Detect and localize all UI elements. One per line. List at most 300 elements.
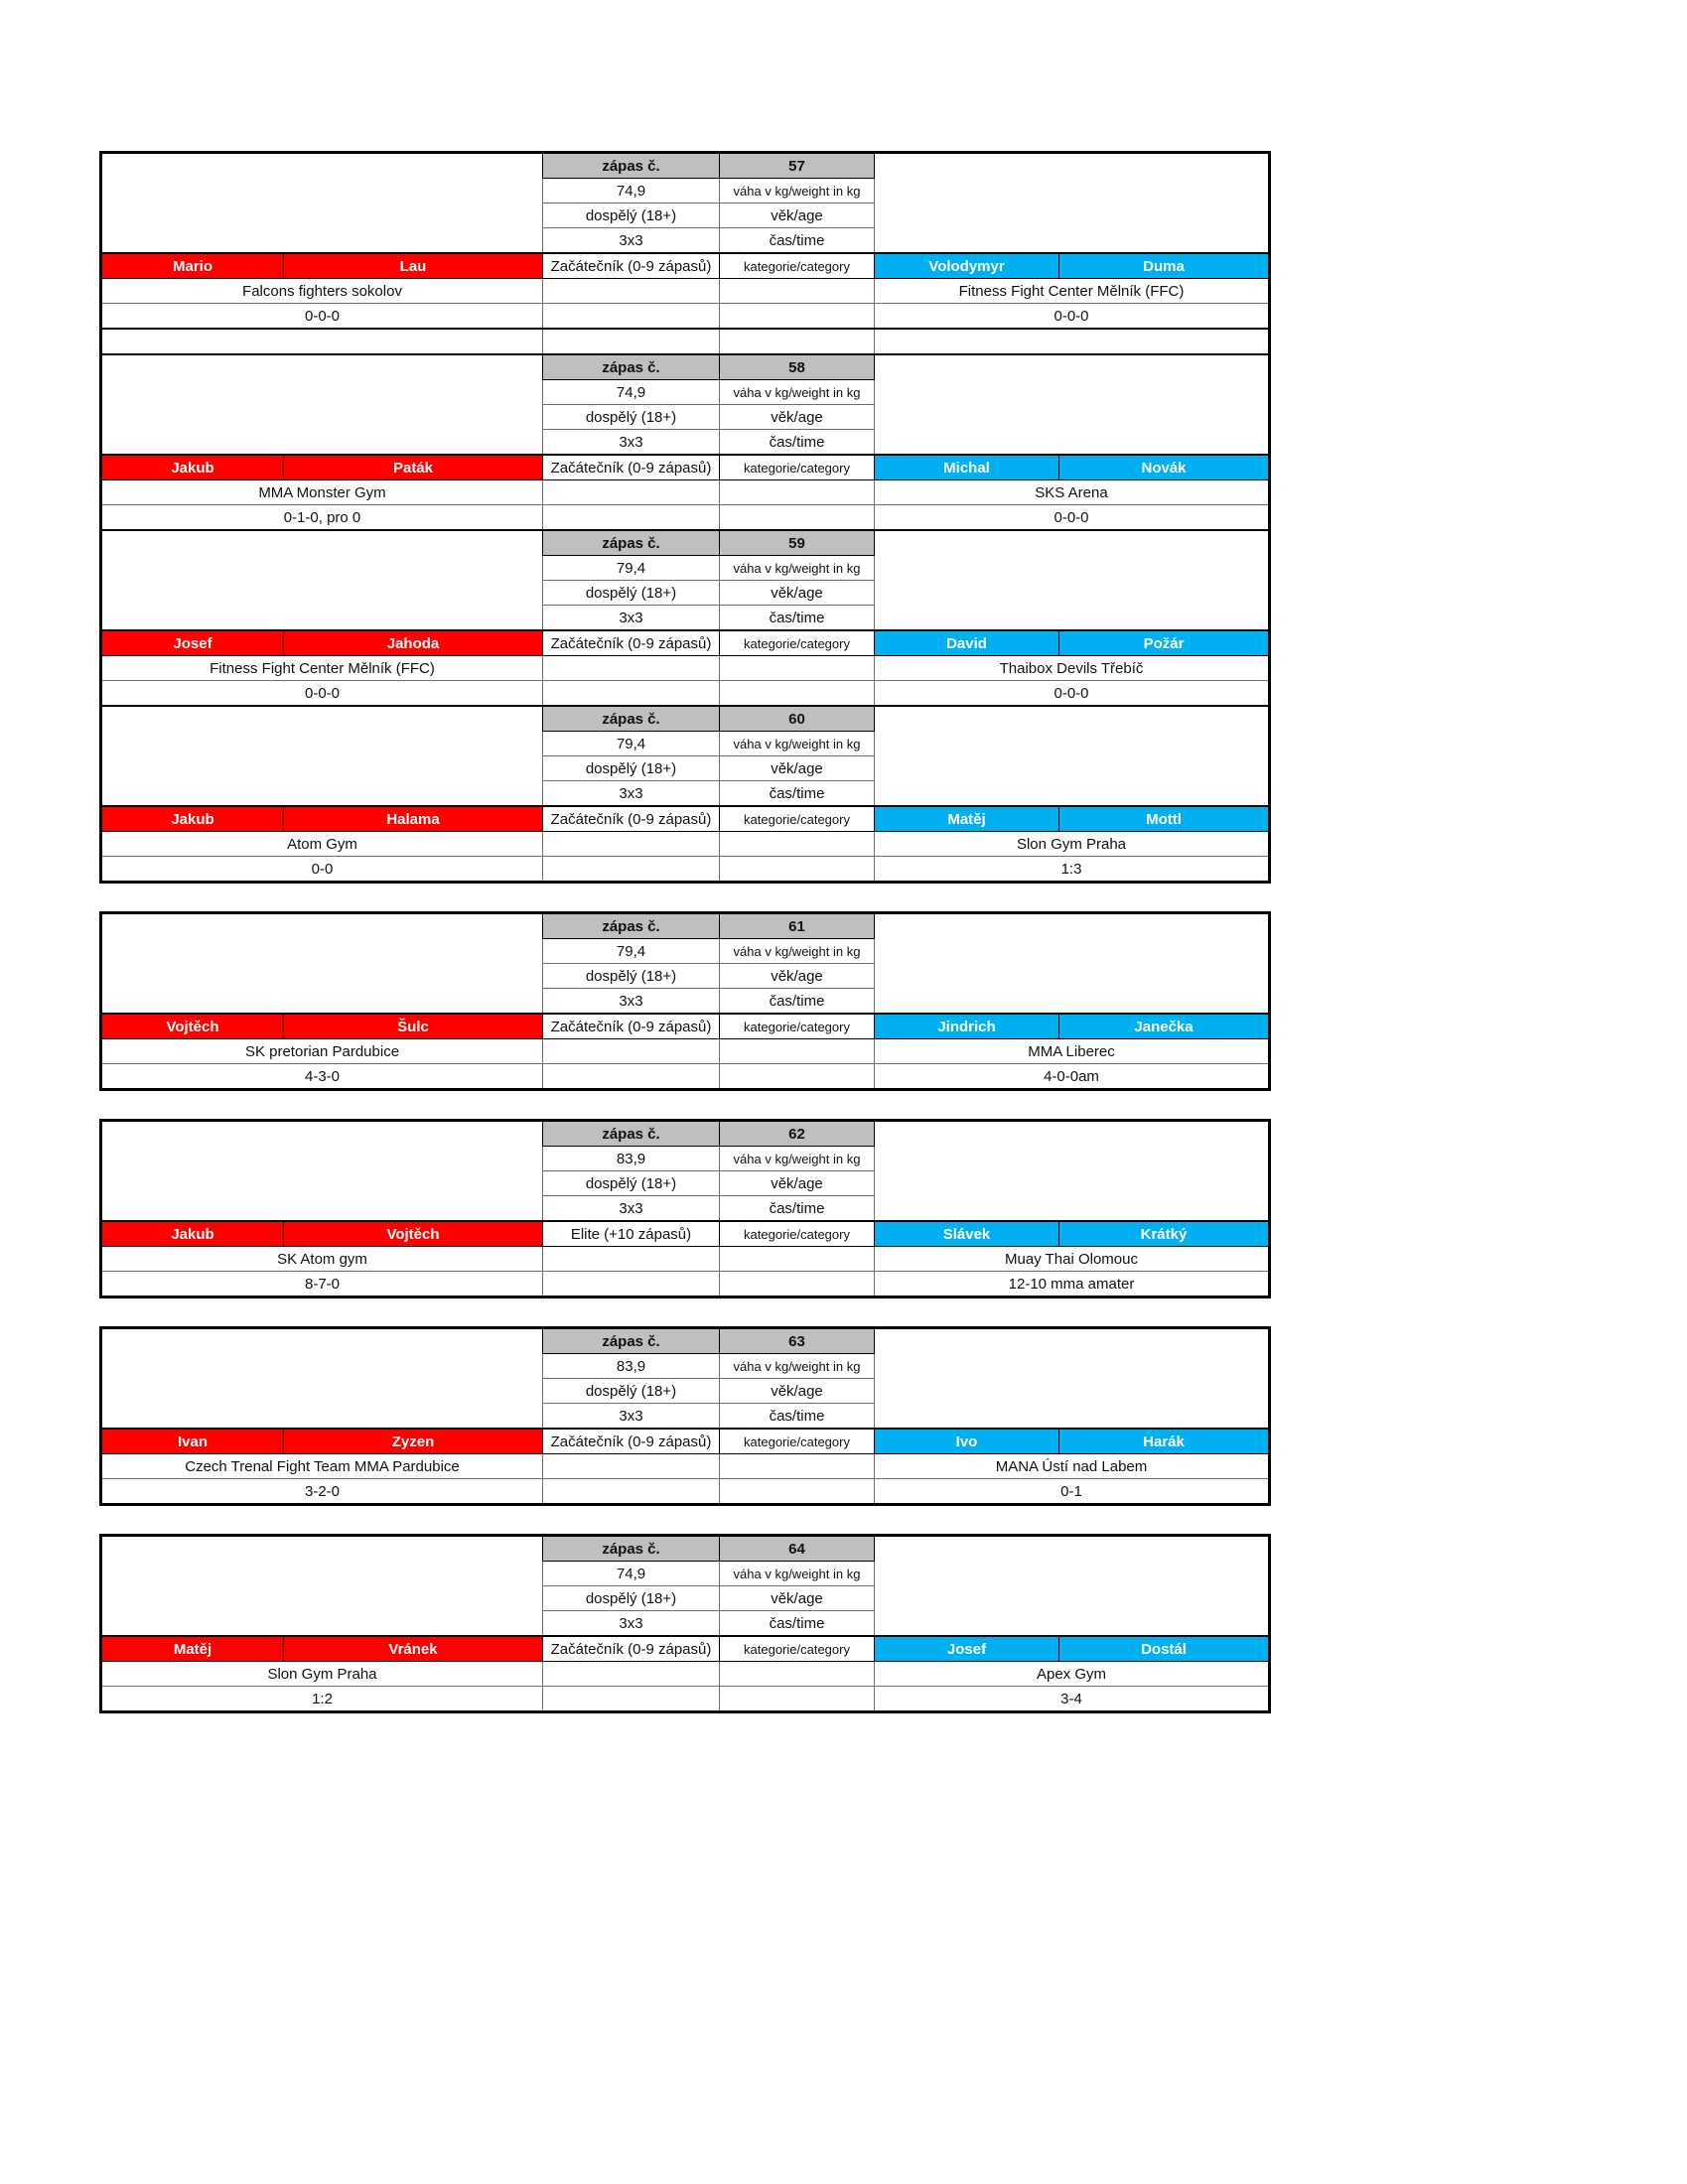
- empty-cell: [543, 505, 720, 531]
- match-number-cell: 64: [720, 1536, 875, 1562]
- time-value-cell: 3x3: [543, 1196, 720, 1222]
- left-spacer: [101, 732, 543, 756]
- age-label-cell: věk/age: [720, 1586, 875, 1611]
- category-value-cell: Začátečník (0-9 zápasů): [543, 806, 720, 832]
- weight-row: [101, 732, 1270, 756]
- red-last-name-cell: Šulc: [284, 1014, 543, 1039]
- blue-first-name-cell: Michal: [875, 455, 1059, 480]
- category-label-cell: kategorie/category: [720, 253, 875, 279]
- empty-cell: [720, 1662, 875, 1687]
- right-spacer: [875, 153, 1270, 179]
- red-last-name-cell: Vojtěch: [284, 1221, 543, 1247]
- blue-club-cell: MANA Ústí nad Labem: [875, 1454, 1270, 1479]
- red-club-cell: Czech Trenal Fight Team MMA Pardubice: [101, 1454, 543, 1479]
- match-group-table: [99, 911, 1271, 1091]
- weight-value-cell: 83,9: [543, 1147, 720, 1171]
- right-spacer: [875, 581, 1270, 606]
- category-label-cell: kategorie/category: [720, 455, 875, 480]
- right-spacer: [875, 1562, 1270, 1586]
- left-spacer: [101, 1196, 543, 1222]
- age-value-cell: dospělý (18+): [543, 756, 720, 781]
- left-spacer: [101, 1379, 543, 1404]
- clubs-row: [101, 832, 1270, 857]
- blue-club-cell: Thaibox Devils Třebíč: [875, 656, 1270, 681]
- empty-cell: [720, 279, 875, 304]
- blue-first-name-cell: David: [875, 630, 1059, 656]
- zapas-label-cell: zápas č.: [543, 1121, 720, 1147]
- age-value-cell: dospělý (18+): [543, 1379, 720, 1404]
- right-spacer: [875, 228, 1270, 254]
- empty-cell: [720, 480, 875, 505]
- weight-label-cell: váha v kg/weight in kg: [720, 179, 875, 204]
- time-row: [101, 1404, 1270, 1430]
- age-label-cell: věk/age: [720, 204, 875, 228]
- empty-cell: [875, 329, 1270, 354]
- empty-cell: [720, 832, 875, 857]
- red-last-name-cell: Zyzen: [284, 1429, 543, 1454]
- blue-first-name-cell: Jindrich: [875, 1014, 1059, 1039]
- age-value-cell: dospělý (18+): [543, 204, 720, 228]
- empty-cell: [720, 329, 875, 354]
- empty-cell: [543, 329, 720, 354]
- left-spacer: [101, 1611, 543, 1637]
- left-spacer: [101, 1586, 543, 1611]
- right-spacer: [875, 354, 1270, 380]
- red-record-cell: 1:2: [101, 1687, 543, 1712]
- left-spacer: [101, 939, 543, 964]
- blue-last-name-cell: Novák: [1059, 455, 1270, 480]
- time-value-cell: 3x3: [543, 1611, 720, 1637]
- blue-first-name-cell: Slávek: [875, 1221, 1059, 1247]
- weight-value-cell: 74,9: [543, 380, 720, 405]
- weight-value-cell: 79,4: [543, 732, 720, 756]
- age-value-cell: dospělý (18+): [543, 405, 720, 430]
- category-value-cell: Elite (+10 zápasů): [543, 1221, 720, 1247]
- weight-label-cell: váha v kg/weight in kg: [720, 1562, 875, 1586]
- red-last-name-cell: Jahoda: [284, 630, 543, 656]
- age-label-cell: věk/age: [720, 1379, 875, 1404]
- left-spacer: [101, 204, 543, 228]
- clubs-row: [101, 1247, 1270, 1272]
- left-spacer: [101, 1171, 543, 1196]
- blue-record-cell: 0-0-0: [875, 304, 1270, 330]
- blue-record-cell: 3-4: [875, 1687, 1270, 1712]
- right-spacer: [875, 179, 1270, 204]
- left-spacer: [101, 556, 543, 581]
- right-spacer: [875, 405, 1270, 430]
- blue-last-name-cell: Harák: [1059, 1429, 1270, 1454]
- age-value-cell: dospělý (18+): [543, 581, 720, 606]
- empty-cell: [543, 1454, 720, 1479]
- match-number-cell: 63: [720, 1328, 875, 1354]
- weight-row: [101, 380, 1270, 405]
- right-spacer: [875, 913, 1270, 939]
- empty-cell: [543, 304, 720, 330]
- blue-club-cell: Slon Gym Praha: [875, 832, 1270, 857]
- empty-cell: [720, 656, 875, 681]
- time-row: [101, 1196, 1270, 1222]
- fighters-row: [101, 1221, 1270, 1247]
- age-value-cell: dospělý (18+): [543, 1171, 720, 1196]
- empty-cell: [543, 1272, 720, 1297]
- right-spacer: [875, 204, 1270, 228]
- match-header-row: [101, 1121, 1270, 1147]
- weight-label-cell: váha v kg/weight in kg: [720, 1354, 875, 1379]
- red-record-cell: 4-3-0: [101, 1064, 543, 1090]
- weight-label-cell: váha v kg/weight in kg: [720, 556, 875, 581]
- empty-cell: [543, 1247, 720, 1272]
- left-spacer: [101, 1536, 543, 1562]
- category-value-cell: Začátečník (0-9 zápasů): [543, 630, 720, 656]
- left-spacer: [101, 1328, 543, 1354]
- empty-cell: [720, 505, 875, 531]
- empty-cell: [720, 1687, 875, 1712]
- red-first-name-cell: Jakub: [101, 1221, 284, 1247]
- blue-last-name-cell: Janečka: [1059, 1014, 1270, 1039]
- left-spacer: [101, 606, 543, 631]
- match-header-row: [101, 354, 1270, 380]
- match-header-row: [101, 153, 1270, 179]
- empty-cell: [720, 857, 875, 883]
- weight-label-cell: váha v kg/weight in kg: [720, 732, 875, 756]
- age-row: [101, 964, 1270, 989]
- blue-last-name-cell: Požár: [1059, 630, 1270, 656]
- right-spacer: [875, 1586, 1270, 1611]
- right-spacer: [875, 1379, 1270, 1404]
- empty-cell: [720, 1064, 875, 1090]
- empty-cell: [720, 1039, 875, 1064]
- weight-label-cell: váha v kg/weight in kg: [720, 380, 875, 405]
- empty-cell: [720, 1454, 875, 1479]
- empty-cell: [543, 1064, 720, 1090]
- clubs-row: [101, 1454, 1270, 1479]
- right-spacer: [875, 1328, 1270, 1354]
- age-value-cell: dospělý (18+): [543, 1586, 720, 1611]
- right-spacer: [875, 756, 1270, 781]
- match-header-row: [101, 1536, 1270, 1562]
- red-first-name-cell: Matěj: [101, 1636, 284, 1662]
- left-spacer: [101, 1404, 543, 1430]
- time-value-cell: 3x3: [543, 606, 720, 631]
- right-spacer: [875, 556, 1270, 581]
- match-group-table: [99, 1534, 1271, 1713]
- empty-cell: [543, 480, 720, 505]
- blue-club-cell: SKS Arena: [875, 480, 1270, 505]
- red-last-name-cell: Paták: [284, 455, 543, 480]
- blue-first-name-cell: Ivo: [875, 1429, 1059, 1454]
- match-number-cell: 60: [720, 706, 875, 732]
- red-club-cell: MMA Monster Gym: [101, 480, 543, 505]
- time-row: [101, 781, 1270, 807]
- category-label-cell: kategorie/category: [720, 1636, 875, 1662]
- empty-cell: [543, 681, 720, 707]
- time-row: [101, 430, 1270, 456]
- fighters-row: [101, 1636, 1270, 1662]
- age-label-cell: věk/age: [720, 756, 875, 781]
- right-spacer: [875, 1404, 1270, 1430]
- left-spacer: [101, 756, 543, 781]
- empty-cell: [720, 1272, 875, 1297]
- right-spacer: [875, 1354, 1270, 1379]
- zapas-label-cell: zápas č.: [543, 354, 720, 380]
- age-label-cell: věk/age: [720, 1171, 875, 1196]
- left-spacer: [101, 153, 543, 179]
- clubs-row: [101, 1039, 1270, 1064]
- right-spacer: [875, 732, 1270, 756]
- weight-value-cell: 74,9: [543, 179, 720, 204]
- left-spacer: [101, 581, 543, 606]
- time-label-cell: čas/time: [720, 430, 875, 456]
- time-value-cell: 3x3: [543, 228, 720, 254]
- blue-first-name-cell: Volodymyr: [875, 253, 1059, 279]
- left-spacer: [101, 964, 543, 989]
- weight-value-cell: 74,9: [543, 1562, 720, 1586]
- left-spacer: [101, 781, 543, 807]
- blue-record-cell: 4-0-0am: [875, 1064, 1270, 1090]
- age-row: [101, 1586, 1270, 1611]
- category-label-cell: kategorie/category: [720, 1221, 875, 1247]
- match-number-cell: 61: [720, 913, 875, 939]
- fighters-row: [101, 253, 1270, 279]
- empty-cell: [543, 832, 720, 857]
- empty-cell: [720, 304, 875, 330]
- category-label-cell: kategorie/category: [720, 1014, 875, 1039]
- time-row: [101, 228, 1270, 254]
- red-first-name-cell: Vojtěch: [101, 1014, 284, 1039]
- time-label-cell: čas/time: [720, 228, 875, 254]
- records-row: [101, 304, 1270, 330]
- time-value-cell: 3x3: [543, 989, 720, 1015]
- weight-row: [101, 179, 1270, 204]
- left-spacer: [101, 706, 543, 732]
- weight-row: [101, 1562, 1270, 1586]
- red-record-cell: 0-1-0, pro 0: [101, 505, 543, 531]
- empty-cell: [543, 279, 720, 304]
- empty-cell: [720, 1247, 875, 1272]
- match-header-row: [101, 530, 1270, 556]
- match-group-table: [99, 1119, 1271, 1298]
- empty-cell: [543, 857, 720, 883]
- weight-label-cell: váha v kg/weight in kg: [720, 1147, 875, 1171]
- left-spacer: [101, 380, 543, 405]
- blue-club-cell: Muay Thai Olomouc: [875, 1247, 1270, 1272]
- age-row: [101, 1171, 1270, 1196]
- empty-cell: [543, 656, 720, 681]
- blue-record-cell: 12-10 mma amater: [875, 1272, 1270, 1297]
- blue-record-cell: 0-0-0: [875, 505, 1270, 531]
- match-header-row: [101, 913, 1270, 939]
- red-first-name-cell: Ivan: [101, 1429, 284, 1454]
- blue-last-name-cell: Mottl: [1059, 806, 1270, 832]
- weight-value-cell: 79,4: [543, 556, 720, 581]
- fight-card-sheet: [99, 151, 1271, 1741]
- time-row: [101, 606, 1270, 631]
- category-value-cell: Začátečník (0-9 zápasů): [543, 1429, 720, 1454]
- match-group-table: [99, 1326, 1271, 1506]
- zapas-label-cell: zápas č.: [543, 913, 720, 939]
- red-record-cell: 0-0: [101, 857, 543, 883]
- left-spacer: [101, 913, 543, 939]
- blue-club-cell: Fitness Fight Center Mělník (FFC): [875, 279, 1270, 304]
- time-label-cell: čas/time: [720, 989, 875, 1015]
- right-spacer: [875, 606, 1270, 631]
- time-label-cell: čas/time: [720, 1404, 875, 1430]
- blue-first-name-cell: Josef: [875, 1636, 1059, 1662]
- match-number-cell: 62: [720, 1121, 875, 1147]
- category-value-cell: Začátečník (0-9 zápasů): [543, 1636, 720, 1662]
- empty-cell: [720, 1479, 875, 1505]
- red-club-cell: Fitness Fight Center Mělník (FFC): [101, 656, 543, 681]
- left-spacer: [101, 1121, 543, 1147]
- blue-record-cell: 0-0-0: [875, 681, 1270, 707]
- red-last-name-cell: Halama: [284, 806, 543, 832]
- time-row: [101, 1611, 1270, 1637]
- age-row: [101, 581, 1270, 606]
- left-spacer: [101, 430, 543, 456]
- left-spacer: [101, 1562, 543, 1586]
- zapas-label-cell: zápas č.: [543, 706, 720, 732]
- records-row: [101, 1687, 1270, 1712]
- time-row: [101, 989, 1270, 1015]
- red-record-cell: 0-0-0: [101, 304, 543, 330]
- red-club-cell: Slon Gym Praha: [101, 1662, 543, 1687]
- category-label-cell: kategorie/category: [720, 806, 875, 832]
- weight-row: [101, 939, 1270, 964]
- right-spacer: [875, 1147, 1270, 1171]
- zapas-label-cell: zápas č.: [543, 530, 720, 556]
- red-record-cell: 3-2-0: [101, 1479, 543, 1505]
- blue-last-name-cell: Dostál: [1059, 1636, 1270, 1662]
- left-spacer: [101, 1147, 543, 1171]
- category-value-cell: Začátečník (0-9 zápasů): [543, 1014, 720, 1039]
- category-value-cell: Začátečník (0-9 zápasů): [543, 455, 720, 480]
- empty-cell: [543, 1479, 720, 1505]
- match-header-row: [101, 1328, 1270, 1354]
- time-value-cell: 3x3: [543, 781, 720, 807]
- records-row: [101, 681, 1270, 707]
- right-spacer: [875, 1171, 1270, 1196]
- right-spacer: [875, 1196, 1270, 1222]
- blue-record-cell: 1:3: [875, 857, 1270, 883]
- blue-first-name-cell: Matěj: [875, 806, 1059, 832]
- age-row: [101, 204, 1270, 228]
- left-spacer: [101, 405, 543, 430]
- red-last-name-cell: Lau: [284, 253, 543, 279]
- zapas-label-cell: zápas č.: [543, 1536, 720, 1562]
- blue-club-cell: Apex Gym: [875, 1662, 1270, 1687]
- red-club-cell: Falcons fighters sokolov: [101, 279, 543, 304]
- category-value-cell: Začátečník (0-9 zápasů): [543, 253, 720, 279]
- red-first-name-cell: Mario: [101, 253, 284, 279]
- age-row: [101, 405, 1270, 430]
- zapas-label-cell: zápas č.: [543, 153, 720, 179]
- records-row: [101, 1064, 1270, 1090]
- match-number-cell: 57: [720, 153, 875, 179]
- weight-row: [101, 1354, 1270, 1379]
- match-number-cell: 59: [720, 530, 875, 556]
- left-spacer: [101, 530, 543, 556]
- empty-cell: [543, 1662, 720, 1687]
- red-first-name-cell: Jakub: [101, 455, 284, 480]
- empty-cell: [720, 681, 875, 707]
- red-club-cell: SK pretorian Pardubice: [101, 1039, 543, 1064]
- empty-row: [101, 329, 1270, 354]
- weight-row: [101, 556, 1270, 581]
- records-row: [101, 505, 1270, 531]
- red-first-name-cell: Josef: [101, 630, 284, 656]
- clubs-row: [101, 480, 1270, 505]
- clubs-row: [101, 279, 1270, 304]
- time-value-cell: 3x3: [543, 430, 720, 456]
- fighters-row: [101, 630, 1270, 656]
- age-label-cell: věk/age: [720, 405, 875, 430]
- red-club-cell: SK Atom gym: [101, 1247, 543, 1272]
- right-spacer: [875, 530, 1270, 556]
- blue-record-cell: 0-1: [875, 1479, 1270, 1505]
- time-label-cell: čas/time: [720, 781, 875, 807]
- age-label-cell: věk/age: [720, 581, 875, 606]
- left-spacer: [101, 1354, 543, 1379]
- age-row: [101, 756, 1270, 781]
- weight-value-cell: 79,4: [543, 939, 720, 964]
- blue-last-name-cell: Duma: [1059, 253, 1270, 279]
- category-label-cell: kategorie/category: [720, 630, 875, 656]
- fighters-row: [101, 455, 1270, 480]
- weight-label-cell: váha v kg/weight in kg: [720, 939, 875, 964]
- left-spacer: [101, 354, 543, 380]
- weight-value-cell: 83,9: [543, 1354, 720, 1379]
- records-row: [101, 1479, 1270, 1505]
- right-spacer: [875, 380, 1270, 405]
- right-spacer: [875, 989, 1270, 1015]
- category-label-cell: kategorie/category: [720, 1429, 875, 1454]
- match-number-cell: 58: [720, 354, 875, 380]
- time-label-cell: čas/time: [720, 606, 875, 631]
- age-value-cell: dospělý (18+): [543, 964, 720, 989]
- age-label-cell: věk/age: [720, 964, 875, 989]
- match-group-table: [99, 151, 1271, 884]
- match-header-row: [101, 706, 1270, 732]
- fighters-row: [101, 1429, 1270, 1454]
- right-spacer: [875, 1536, 1270, 1562]
- empty-cell: [101, 329, 543, 354]
- clubs-row: [101, 1662, 1270, 1687]
- left-spacer: [101, 228, 543, 254]
- red-record-cell: 0-0-0: [101, 681, 543, 707]
- records-row: [101, 1272, 1270, 1297]
- right-spacer: [875, 964, 1270, 989]
- right-spacer: [875, 430, 1270, 456]
- right-spacer: [875, 1611, 1270, 1637]
- right-spacer: [875, 706, 1270, 732]
- zapas-label-cell: zápas č.: [543, 1328, 720, 1354]
- red-last-name-cell: Vránek: [284, 1636, 543, 1662]
- right-spacer: [875, 939, 1270, 964]
- left-spacer: [101, 179, 543, 204]
- right-spacer: [875, 1121, 1270, 1147]
- blue-last-name-cell: Krátký: [1059, 1221, 1270, 1247]
- empty-cell: [543, 1687, 720, 1712]
- blue-club-cell: MMA Liberec: [875, 1039, 1270, 1064]
- red-club-cell: Atom Gym: [101, 832, 543, 857]
- clubs-row: [101, 656, 1270, 681]
- left-spacer: [101, 989, 543, 1015]
- fighters-row: [101, 806, 1270, 832]
- time-label-cell: čas/time: [720, 1611, 875, 1637]
- records-row: [101, 857, 1270, 883]
- right-spacer: [875, 781, 1270, 807]
- red-first-name-cell: Jakub: [101, 806, 284, 832]
